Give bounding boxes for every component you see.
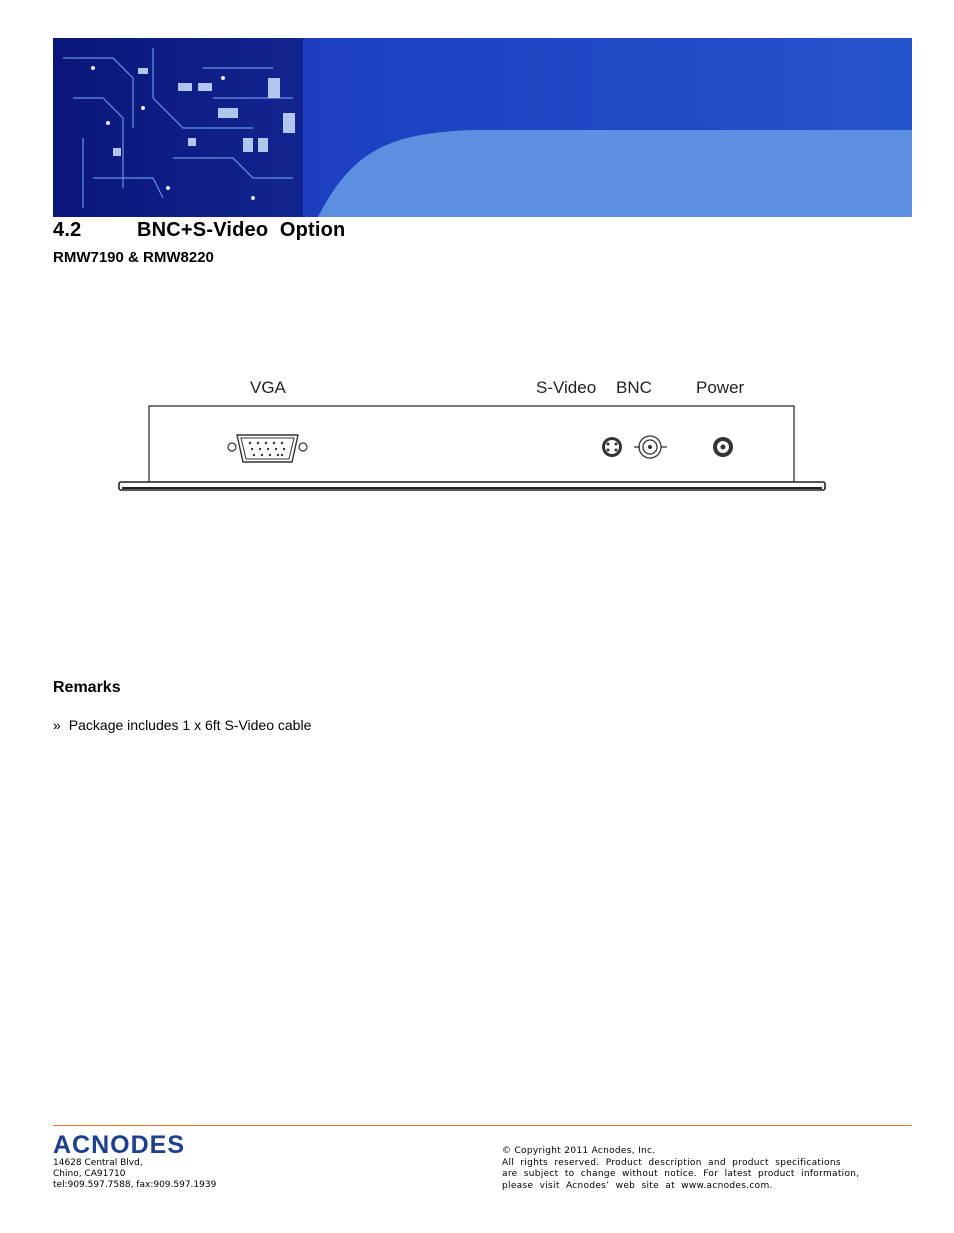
copyright-line: please visit Acnodes’ web site at www.acnodes.com.	[502, 1180, 773, 1191]
remark-item	[53, 717, 311, 733]
address-line: tel:909.597.7588, fax:909.597.1939	[53, 1180, 217, 1190]
panel-drawing	[116, 374, 828, 496]
acnodes-logo	[53, 1130, 213, 1156]
bullet-marker: »	[53, 717, 61, 733]
model-subtitle: RMW7190 & RMW8220	[53, 249, 214, 266]
header-banner	[53, 38, 912, 217]
logo-mark	[53, 1130, 213, 1156]
copyright-line: All rights reserved. Product description and product specifications	[502, 1157, 841, 1168]
footer-divider	[53, 1125, 912, 1126]
remarks-heading: Remarks	[53, 679, 121, 696]
bnc-label: BNC	[616, 378, 652, 397]
vga-label: VGA	[250, 378, 286, 397]
svideo-label: S-Video	[536, 378, 597, 397]
address-line: Chino, CA91710	[53, 1169, 126, 1179]
remark-text: Package includes 1 x 6ft S-Video cable	[68, 717, 312, 733]
copyright-notice	[502, 1146, 859, 1192]
copyright-line: © Copyright 2011 Acnodes, Inc.	[502, 1146, 656, 1156]
logo-text: ACNODES	[53, 1131, 186, 1156]
copyright-line: are subject to change without notice. For latest product information,	[502, 1169, 860, 1179]
section-title: BNC+S-Video Option	[137, 219, 346, 241]
circuit-board-image	[53, 38, 912, 217]
address-line: 14628 Central Blvd,	[53, 1158, 143, 1168]
power-port-icon	[713, 437, 733, 457]
power-label: Power	[696, 378, 745, 397]
company-address	[53, 1158, 216, 1191]
section-heading	[53, 219, 345, 242]
section-number: 4.2	[53, 219, 82, 241]
svideo-port-icon	[602, 437, 622, 457]
rear-panel-diagram	[116, 374, 828, 496]
